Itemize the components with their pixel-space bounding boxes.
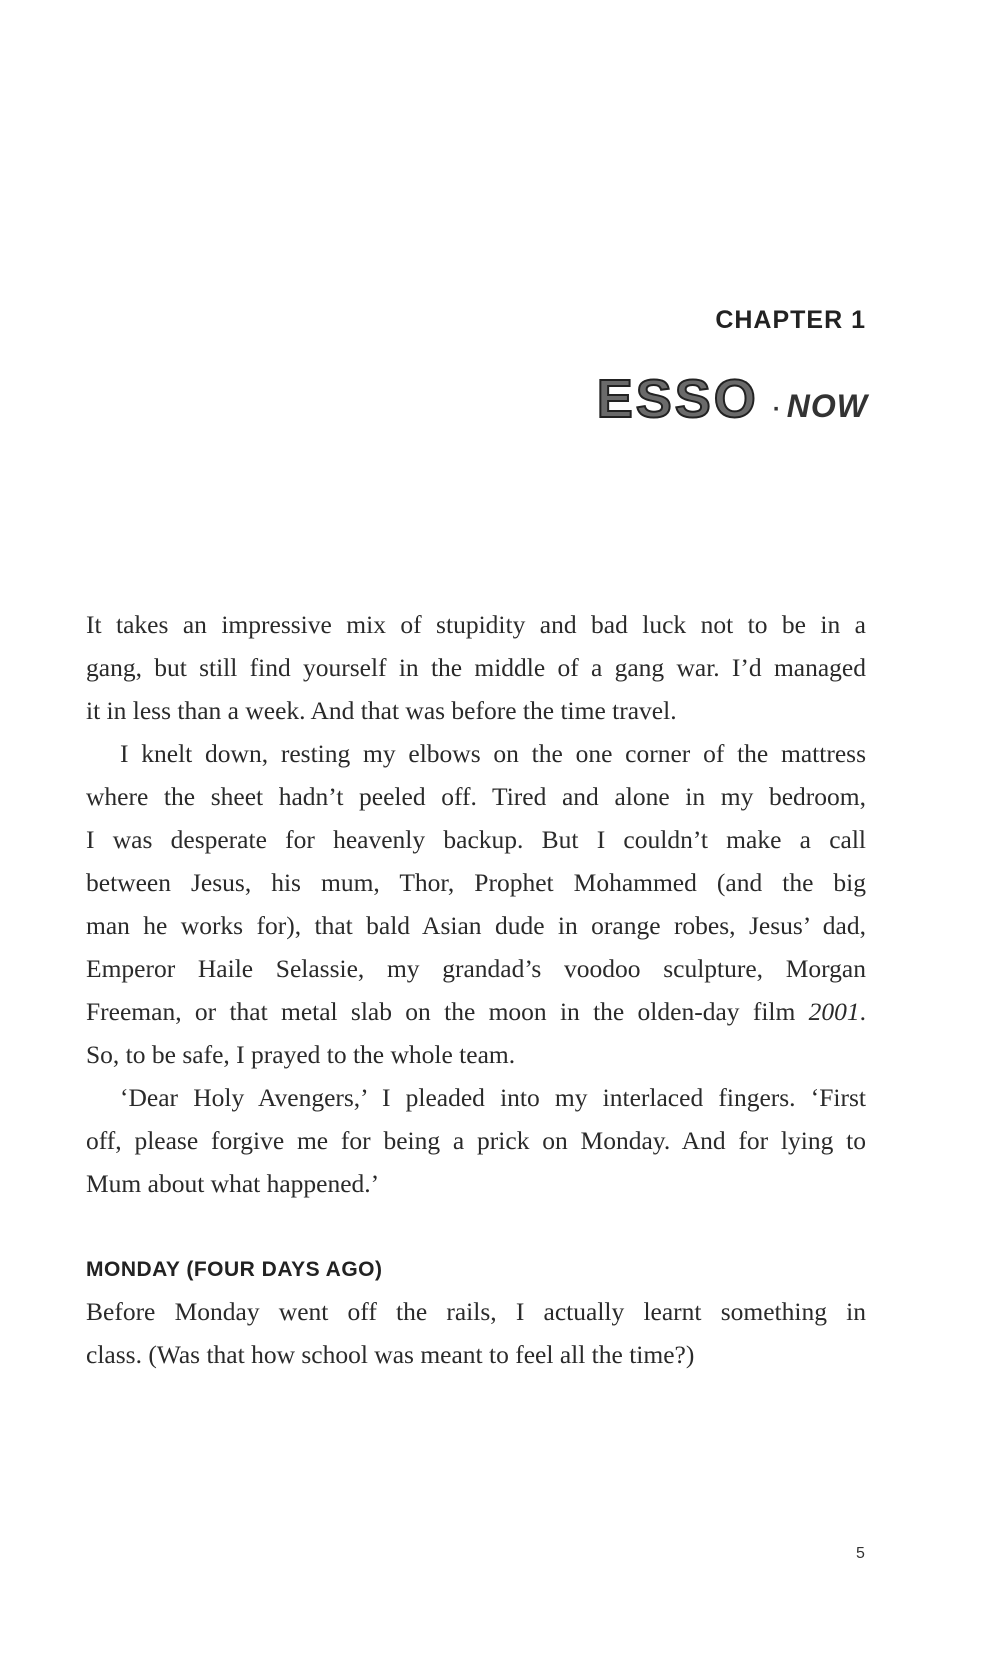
text-line: Before Monday went off the rails, I actually learnt something in [86,1297,866,1326]
title-main: ESSO [596,369,759,429]
page-number: 5 [856,1545,865,1562]
text-line: So, to be safe, I prayed to the whole team. [86,1040,516,1069]
text-line: Emperor Haile Selassie, my grandad’s voodoo sculpture, Morgan [86,954,866,983]
text-line: it in less than a week. And that was before the time travel. [86,696,677,725]
text-line: off, please forgive me for being a prick on Monday. And for lying to [86,1126,866,1155]
title-sub: NOW [786,388,868,424]
text-line: I was desperate for heavenly backup. But I couldn’t make a call [86,825,866,854]
chapter-label: CHAPTER 1 [715,306,866,334]
body-text-section-2 [86,1290,866,1376]
text-line: class. (Was that how school was meant to feel all the time?) [86,1340,695,1369]
text-line: where the sheet hadn’t peeled off. Tired and alone in my bedroom, [86,782,866,811]
text-line: man he works for), that bald Asian dude in orange robes, Jesus’ dad, [86,911,866,940]
text-line: I knelt down, resting my elbows on the one corner of the mattress [120,739,866,768]
film-title: 2001 [808,997,860,1026]
text-line: ‘Dear Holy Avengers,’ I pleaded into my interlaced fingers. ‘First [120,1083,866,1112]
text-line: It takes an impressive mix of stupidity and bad luck not to be in a [86,610,866,639]
title-separator: · [772,396,781,423]
section-subheading: MONDAY (FOUR DAYS AGO) [86,1258,383,1281]
text-line: Freeman, or that metal slab on the moon in the olden-day film 2001. [86,997,866,1026]
text-line: Mum about what happened.’ [86,1169,380,1198]
body-text-section-1 [86,603,866,1205]
text-line: between Jesus, his mum, Thor, Prophet Mohammed (and the big [86,868,866,897]
chapter-title [597,368,868,430]
text-line: gang, but still find yourself in the middle of a gang war. I’d managed [86,653,866,682]
